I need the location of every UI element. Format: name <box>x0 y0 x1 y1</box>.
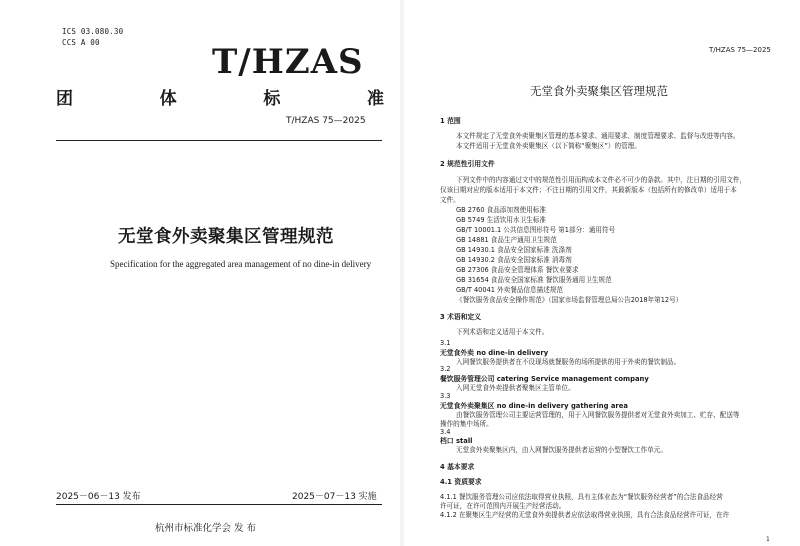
term-number: 3.4 <box>440 428 451 436</box>
section-heading: 1 范围 <box>440 117 461 125</box>
subsection-heading: 4.1 资质要求 <box>440 478 482 486</box>
implement-date: 2025－07－13 实施 <box>292 492 377 502</box>
cover-title-en: Specification for the aggregated area management of no dine-in delivery <box>110 259 372 269</box>
clause: 4.1.2 在聚集区生产经营的无堂食外卖提供者应依法取得营业执照，具有合法食品经营许可证，在许 <box>440 511 730 519</box>
term-number: 3.1 <box>440 339 451 347</box>
reference-item: GB/T 40041 外卖餐品信息描述规范 <box>456 286 563 294</box>
reference-item: GB 14881 食品生产通用卫生规范 <box>456 236 557 244</box>
term-heading: 无堂食外卖聚集区 no dine-in delivery gathering area <box>440 402 628 410</box>
clause: 许可证，在许可范围内开展生产经营活动。 <box>440 502 566 510</box>
standard-number: T/HZAS 75—2025 <box>286 116 366 126</box>
content-page <box>404 0 800 546</box>
ics-code: ICS 03.080.30 <box>62 27 124 36</box>
paragraph: 本文件适用于无堂食外卖聚集区（以下简称“聚集区”）的管理。 <box>456 142 641 150</box>
page-number: 1 <box>766 536 770 543</box>
term-number: 3.3 <box>440 392 451 400</box>
running-header: T/HZAS 75—2025 <box>709 46 771 54</box>
standard-type-char: 团 <box>56 89 73 109</box>
issuer: 杭州市标准化学会 发 布 <box>155 523 257 534</box>
term-definition: 操作的集中场所。 <box>440 420 493 428</box>
term-definition: 由餐饮服务管理公司主要运营管理的，用于入网餐饮服务提供者对无堂食外卖加工、贮存、配送等 <box>456 411 740 419</box>
paragraph: 本文件规定了无堂食外卖聚集区管理的基本要求、通用要求、制度管理要求、监督与改进等内容。 <box>456 132 740 140</box>
term-heading: 档口 stall <box>440 437 473 445</box>
reference-item: GB 31654 食品安全国家标准 餐饮服务通用卫生规范 <box>456 276 612 284</box>
term-definition: 入网餐饮服务提供者在不设现场就餐服务的场所提供的用于外卖的餐饮制品。 <box>456 358 681 366</box>
paragraph: 仅该日期对应的版本适用于本文件；不注日期的引用文件，其最新版本（包括所有的修改单）适用于本 <box>440 186 737 194</box>
reference-item: GB/T 10001.1 公共信息图形符号 第1部分：通用符号 <box>456 226 616 234</box>
term-heading: 餐饮服务管理公司 catering Service management company <box>440 375 649 383</box>
section-heading: 3 术语和定义 <box>440 313 482 321</box>
reference-item: GB 27306 食品安全管理体系 餐饮业要求 <box>456 266 579 274</box>
ccs-code: CCS A 00 <box>62 38 100 47</box>
paragraph: 文件。 <box>440 196 460 204</box>
top-divider <box>56 140 382 141</box>
term-heading: 无堂食外卖 no dine-in delivery <box>440 349 549 357</box>
section-heading: 2 规范性引用文件 <box>440 160 495 168</box>
standard-type <box>56 84 384 109</box>
term-number: 3.2 <box>440 365 451 373</box>
publish-date: 2025－06－13 发布 <box>56 492 141 502</box>
term-definition: 入网无堂食外卖提供者聚集区主管单位。 <box>456 384 575 392</box>
standard-type-char: 标 <box>263 89 281 109</box>
brand-logo: T/HZAS <box>212 42 364 82</box>
cover-title-cn: 无堂食外卖聚集区管理规范 <box>118 227 334 247</box>
term-definition: 无堂食外卖聚集区内，由入网餐饮服务提供者运营的小型餐饮工作单元。 <box>456 446 667 454</box>
bottom-divider <box>56 504 382 505</box>
reference-item: GB 2760 食品添加剂使用标准 <box>456 206 546 214</box>
standard-type-char: 准 <box>366 89 384 109</box>
standard-type-char: 体 <box>159 89 177 109</box>
paragraph: 下列文件中的内容通过文中的规范性引用而构成本文件必不可少的条款。其中，注日期的引用文件， <box>456 176 747 184</box>
reference-item: GB 14930.1 食品安全国家标准 洗涤剂 <box>456 246 572 254</box>
reference-item: 《餐饮服务食品安全操作规范》（国家市场监督管理总局公告2018年第12号） <box>456 296 683 304</box>
section-heading: 4 基本要求 <box>440 463 475 471</box>
reference-item: GB 5749 生活饮用水卫生标准 <box>456 216 546 224</box>
paragraph: 下列术语和定义适用于本文件。 <box>456 328 549 336</box>
clause: 4.1.1 餐饮服务管理公司应依法取得营业执照，具有主体业态为“餐饮服务经营者”的合法食品经营 <box>440 493 723 501</box>
reference-item: GB 14930.2 食品安全国家标准 消毒剂 <box>456 256 572 264</box>
document-title: 无堂食外卖聚集区管理规范 <box>530 84 668 98</box>
